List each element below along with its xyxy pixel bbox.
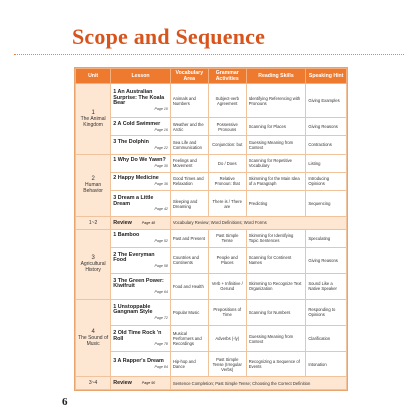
review-label: Review bbox=[113, 380, 132, 387]
lesson-cell bbox=[111, 118, 171, 136]
unit-cell bbox=[76, 84, 111, 155]
lesson-cell bbox=[111, 352, 171, 377]
grammar-cell: People and Places bbox=[208, 247, 246, 273]
grammar-cell: Past Simple Tense bbox=[208, 229, 246, 247]
grammar-cell: Past Simple Tense (Irregular Verbs) bbox=[208, 352, 246, 377]
lesson-page: Page 58 bbox=[154, 264, 168, 269]
lesson-title: Why Do We Yawn? bbox=[117, 157, 166, 164]
table-row bbox=[76, 190, 347, 216]
review-units: 3~4 bbox=[76, 377, 111, 390]
lesson-page: Page 30 bbox=[154, 164, 168, 169]
unit-cell bbox=[76, 154, 111, 216]
lesson-number: 2 bbox=[113, 329, 117, 336]
table-row bbox=[76, 352, 347, 377]
vocabulary-cell: Weather and the Arctic bbox=[170, 118, 208, 136]
lesson-page: Page 52 bbox=[154, 239, 168, 244]
unit-number: 3 bbox=[91, 255, 95, 262]
lesson-page: Page 84 bbox=[154, 365, 168, 370]
table-header-row bbox=[76, 69, 347, 84]
vocabulary-cell: Feelings and Movement bbox=[170, 154, 208, 172]
header-lesson: Lesson bbox=[111, 69, 171, 84]
lesson-title: The Dolphin bbox=[117, 139, 149, 146]
reading-cell: Skimming for Identifying Topic Sentences bbox=[246, 229, 306, 247]
vocabulary-cell: Musical Performers and Recordings bbox=[170, 325, 208, 351]
lesson-cell bbox=[111, 325, 171, 351]
lesson-heading bbox=[113, 279, 168, 291]
lesson-title: Happy Medicine bbox=[117, 175, 159, 182]
lesson-cell bbox=[111, 136, 171, 154]
lesson-cell bbox=[111, 172, 171, 190]
grammar-cell: Conjunction: but bbox=[208, 136, 246, 154]
lesson-title: Unstoppable Gangnam Style bbox=[113, 303, 153, 316]
unit-number: 4 bbox=[91, 329, 95, 336]
lesson-page: Page 10 bbox=[154, 107, 168, 112]
lesson-cell bbox=[111, 273, 171, 299]
lesson-title: An Australian Surprise: The Koala Bear bbox=[113, 88, 165, 107]
lesson-heading bbox=[113, 331, 168, 343]
lesson-number: 2 bbox=[113, 251, 117, 258]
scope-sequence-table bbox=[74, 67, 348, 391]
page-number: 6 bbox=[62, 396, 68, 408]
lesson-cell bbox=[111, 84, 171, 118]
table-row bbox=[76, 172, 347, 190]
speaking-cell: Intonation bbox=[306, 352, 347, 377]
lesson-number: 3 bbox=[113, 277, 117, 284]
table-row bbox=[76, 84, 347, 118]
vocabulary-cell: Sleeping and Dreaming bbox=[170, 190, 208, 216]
grammar-cell: There is / There are bbox=[208, 190, 246, 216]
lesson-page: Page 42 bbox=[154, 207, 168, 212]
speaking-cell: Sequencing bbox=[306, 190, 347, 216]
lesson-title: Bamboo bbox=[117, 232, 140, 239]
vocabulary-cell: Food and Health bbox=[170, 273, 208, 299]
reading-cell: Scanning for Numbers bbox=[246, 299, 306, 325]
unit-name: The Animal Kingdom bbox=[80, 115, 106, 128]
reading-cell: Scanning for Places bbox=[246, 118, 306, 136]
lesson-cell bbox=[111, 229, 171, 247]
lesson-number: 1 bbox=[113, 232, 117, 239]
lesson-number: 1 bbox=[113, 303, 117, 310]
vocabulary-cell: Hip-hop and Dance bbox=[170, 352, 208, 377]
vocabulary-cell: Popular Music bbox=[170, 299, 208, 325]
lesson-title: A Rapper's Dream bbox=[117, 358, 164, 365]
speaking-cell: Giving Examples bbox=[306, 84, 347, 118]
review-units: 1~2 bbox=[76, 217, 111, 230]
lesson-heading bbox=[113, 122, 168, 128]
table-row bbox=[76, 273, 347, 299]
speaking-cell: Listing bbox=[306, 154, 347, 172]
lesson-cell bbox=[111, 247, 171, 273]
grammar-cell: Prepositions of Time bbox=[208, 299, 246, 325]
page-title: Scope and Sequence bbox=[72, 24, 266, 49]
reading-cell: Predicting bbox=[246, 190, 306, 216]
grammar-cell: Verb + Infinitive / Gerund bbox=[208, 273, 246, 299]
reading-cell: Scanning for Repetitive Vocabulary bbox=[246, 154, 306, 172]
reading-cell: Scanning for Continent Names bbox=[246, 247, 306, 273]
lesson-title: The Everyman Food bbox=[113, 251, 155, 264]
table-row bbox=[76, 247, 347, 273]
speaking-cell: Giving Reasons bbox=[306, 247, 347, 273]
lesson-heading bbox=[113, 253, 168, 265]
lesson-title: Old Time Rock 'n Roll bbox=[113, 329, 162, 342]
review-lesson-cell bbox=[111, 217, 171, 230]
reading-cell: Identifying Referencing with Pronouns bbox=[246, 84, 306, 118]
review-lesson-cell bbox=[111, 377, 171, 390]
lesson-title: A Cold Swimmer bbox=[117, 120, 161, 127]
speaking-cell: Contractions bbox=[306, 136, 347, 154]
lesson-page: Page 64 bbox=[154, 290, 168, 295]
lesson-title: The Green Power: Kiwifruit bbox=[113, 277, 164, 290]
review-page: Page 48 bbox=[141, 220, 156, 225]
speaking-cell: Giving Reasons bbox=[306, 118, 347, 136]
lesson-cell bbox=[111, 190, 171, 216]
lesson-heading bbox=[113, 305, 168, 317]
table-row bbox=[76, 229, 347, 247]
reading-cell: Guessing Meaning from Context bbox=[246, 136, 306, 154]
lesson-cell bbox=[111, 299, 171, 325]
lesson-page: Page 36 bbox=[154, 182, 168, 187]
lesson-number: 2 bbox=[113, 175, 117, 182]
table-row bbox=[76, 154, 347, 172]
lesson-page: Page 72 bbox=[154, 316, 168, 321]
review-content: Sentence Completion; Past Simple Tense; Choosing the Correct Definition bbox=[170, 377, 346, 390]
grammar-cell: Relative Pronoun: that bbox=[208, 172, 246, 190]
header-grammar: Grammar Activities bbox=[208, 69, 246, 84]
table-row bbox=[76, 136, 347, 154]
table-row bbox=[76, 299, 347, 325]
unit-cell bbox=[76, 299, 111, 376]
unit-number: 1 bbox=[91, 109, 95, 116]
unit-number: 2 bbox=[91, 176, 95, 183]
reading-cell: Recognizing a Sequence of Events bbox=[246, 352, 306, 377]
unit-name: The Sound of Music bbox=[78, 335, 109, 348]
review-row bbox=[76, 217, 347, 230]
speaking-cell: Introducing Opinions bbox=[306, 172, 347, 190]
header-vocabulary: Vocabulary Area bbox=[170, 69, 208, 84]
lesson-title: Dream a Little Dream bbox=[113, 194, 154, 207]
review-label: Review bbox=[113, 219, 132, 226]
lesson-number: 3 bbox=[113, 139, 117, 146]
lesson-cell bbox=[111, 154, 171, 172]
grammar-cell: Subject-verb Agreement bbox=[208, 84, 246, 118]
lesson-number: 1 bbox=[113, 157, 117, 164]
vocabulary-cell: Countries and Continents bbox=[170, 247, 208, 273]
lesson-number: 3 bbox=[113, 358, 117, 365]
review-row bbox=[76, 377, 347, 390]
reading-cell: Skimming for the Main Idea of a Paragraph bbox=[246, 172, 306, 190]
grammar-cell: Adverbs (-ly) bbox=[208, 325, 246, 351]
lesson-page: Page 78 bbox=[154, 342, 168, 347]
vocabulary-cell: Sea Life and Communication bbox=[170, 136, 208, 154]
lesson-page: Page 22 bbox=[154, 145, 168, 150]
reading-cell: Guessing Meaning from Context bbox=[246, 325, 306, 351]
lesson-heading bbox=[113, 90, 168, 107]
header-reading: Reading Skills bbox=[246, 69, 306, 84]
review-page: Page 90 bbox=[141, 381, 156, 386]
lesson-page: Page 16 bbox=[154, 127, 168, 132]
lesson-number: 2 bbox=[113, 120, 117, 127]
review-content: Vocabulary Review; Word Definitions; Word Forms bbox=[170, 217, 346, 230]
speaking-cell: Sound Like a Native Speaker bbox=[306, 273, 347, 299]
speaking-cell: Responding to Opinions bbox=[306, 299, 347, 325]
speaking-cell: Clarification bbox=[306, 325, 347, 351]
vocabulary-cell: Animals and Numbers bbox=[170, 84, 208, 118]
unit-cell bbox=[76, 229, 111, 299]
speaking-cell: Speculating bbox=[306, 229, 347, 247]
unit-name: Agricultural History bbox=[80, 261, 106, 274]
table-row bbox=[76, 118, 347, 136]
vocabulary-cell: Past and Present bbox=[170, 229, 208, 247]
grammar-cell: Possessive Pronouns bbox=[208, 118, 246, 136]
lesson-number: 3 bbox=[113, 194, 117, 201]
header-speaking: Speaking Hint bbox=[306, 69, 347, 84]
vocabulary-cell: Good Times and Relaxation bbox=[170, 172, 208, 190]
lesson-heading bbox=[113, 196, 168, 208]
table-row bbox=[76, 325, 347, 351]
grammar-cell: Do / Does bbox=[208, 154, 246, 172]
lesson-number: 1 bbox=[113, 88, 117, 95]
dotted-divider bbox=[14, 54, 404, 55]
reading-cell: Skimming to Recognize Text Organization bbox=[246, 273, 306, 299]
unit-name: Human Behavior bbox=[83, 182, 103, 195]
header-unit: Unit bbox=[76, 69, 111, 84]
